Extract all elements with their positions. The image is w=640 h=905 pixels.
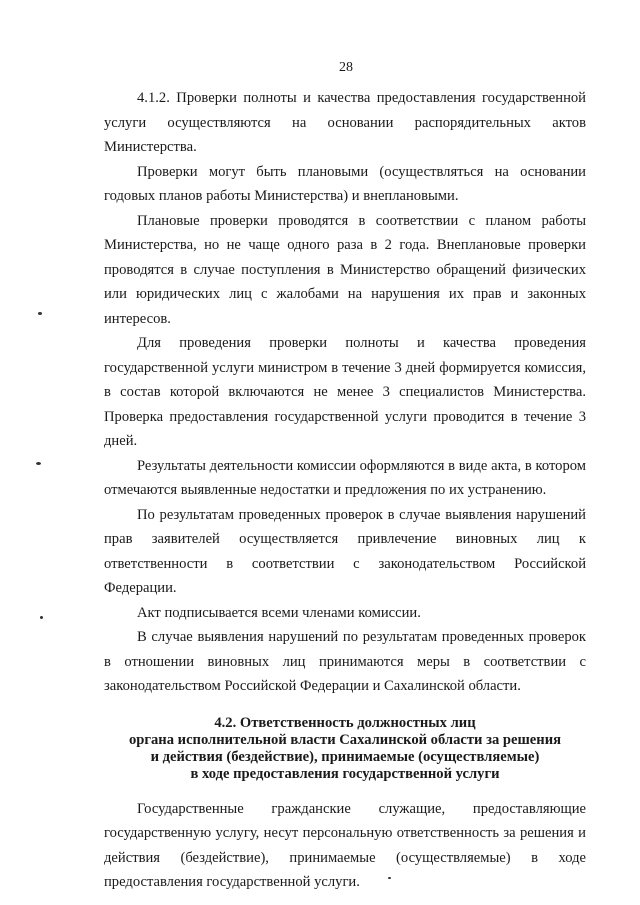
scan-speck [36, 462, 41, 465]
scan-speck [38, 312, 42, 315]
heading-line: в ходе предоставления государственной услуги [190, 765, 500, 782]
paragraph-commission: Для проведения проверки полноты и качества проведения государственной услуги министром в течение 3 дней формируется комиссия, в состав которой включаются не менее 3 специалистов Министерства. Проверка предоставления государственной услуги проводится в течение 3 дней. [104, 335, 586, 449]
paragraph-measures: В случае выявления нарушений по результатам проведенных проверок в отношении виновных лиц принимаются меры в соответствии с законодательством Российской Федерации и Сахалинской области. [104, 629, 586, 694]
scan-speck [40, 616, 43, 619]
paragraph-4-1-2: 4.1.2. Проверки полноты и качества предоставления государственной услуги осуществляются на основании распорядительных актов Министерства. [104, 90, 586, 155]
scan-speck [388, 877, 391, 879]
section-heading-4-2 [104, 715, 586, 783]
paragraph-planned-checks: Плановые проверки проводятся в соответствии с планом работы Министерства, но не чаще одного раза в 2 года. Внеплановые проверки проводятся в случае поступления в Министерство обращений физических или юридических лиц с жалобами на нарушения их прав и законных интересов. [104, 212, 586, 327]
document-body [104, 86, 586, 895]
paragraph-results: Результаты деятельности комиссии оформляются в виде акта, в котором отмечаются выявленные недостатки и предложения по их устранению. [104, 457, 586, 498]
paragraph-act-signing: Акт подписывается всеми членами комиссии. [137, 604, 421, 621]
heading-line: и действия (бездействие), принимаемые (осуществляемые) [150, 748, 540, 765]
paragraph-responsibility: Государственные гражданские служащие, предоставляющие государственную услугу, несут персональную ответственность за решения и действия (бездействие), принимаемые (осуществляемые) в ходе предоставления государственной услуги. [104, 800, 586, 890]
paragraph-check-types: Проверки могут быть плановыми (осуществляться на основании годовых планов работы Министерства) и внеплановыми. [104, 163, 586, 204]
page-number: 28 [339, 60, 353, 75]
heading-line: 4.2. Ответственность должностных лиц [214, 714, 476, 731]
paragraph-violations: По результатам проведенных проверок в случае выявления нарушений прав заявителей осуществляется привлечение виновных лиц к ответственности в соответствии с законодательством Российской Федерации. [104, 506, 586, 596]
heading-line: органа исполнительной власти Сахалинской области за решения [128, 731, 562, 748]
